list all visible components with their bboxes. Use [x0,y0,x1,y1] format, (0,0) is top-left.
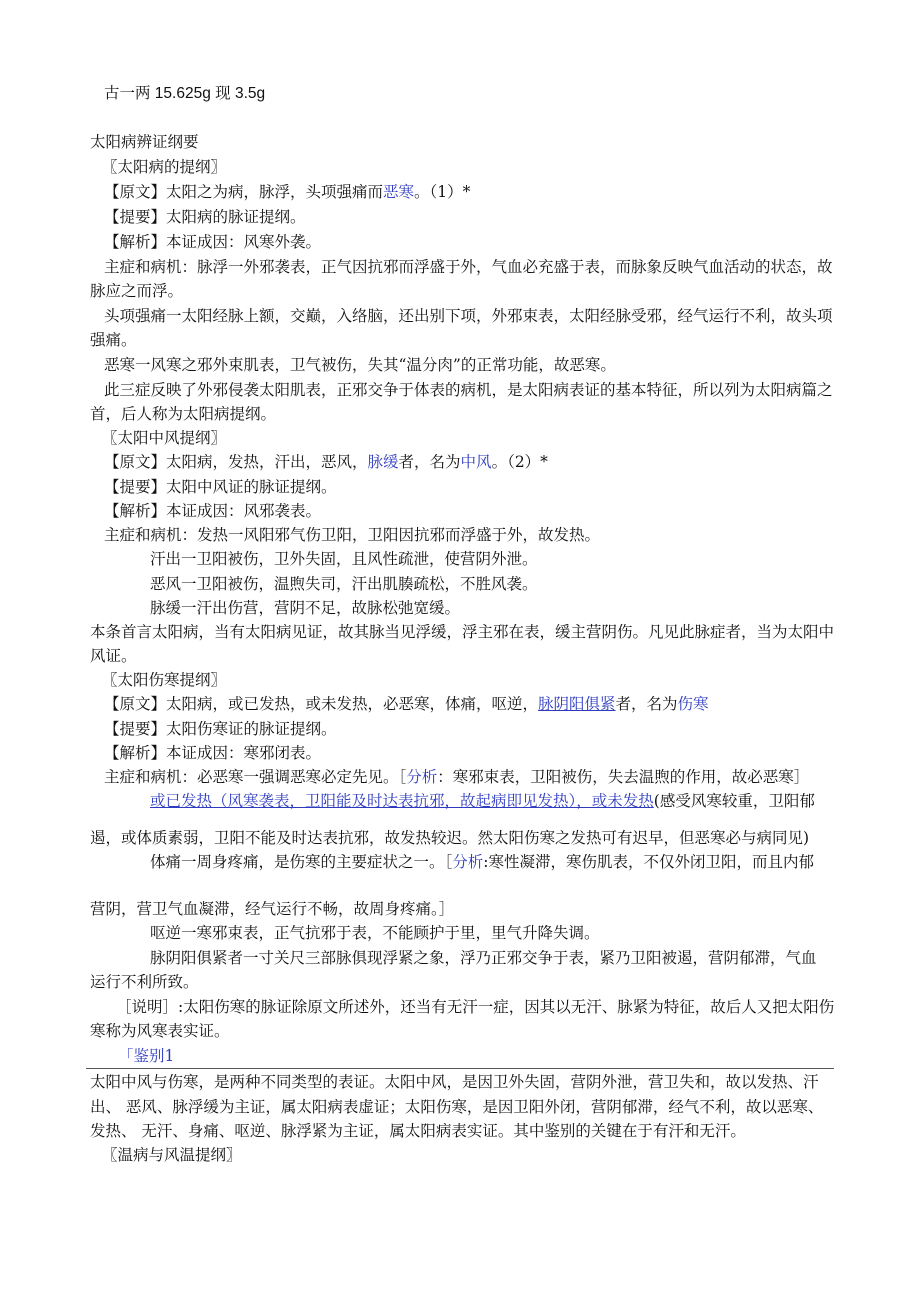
s1-zhuzheng-line1: 主症和病机：脉浮一外邪袭表，正气因抗邪而浮盛于外，气血必充盛于表，而脉象反映气血活动的状态，故 [104,258,833,276]
s3-jianbie-line3: 发热、 无汗、身痛、呕逆、脉浮紧为主证，属太阳病表实证。其中鉴别的关键在于有汗和无汗。 [90,1122,746,1140]
s2-link-maihuan[interactable]: 脉缓 [367,453,399,471]
s3-link-fenxi-1[interactable]: 分析 [406,768,438,786]
s1-zhuzheng-line2: 脉应之而浮。 [90,282,184,300]
s3-yuanwen [104,694,709,714]
unit-conversion-note: 古一两 15.625g 现 3.5g [104,85,266,102]
s3-link-shanghan[interactable]: 伤寒 [677,695,709,713]
s3-yuanwen-text-a: 【原文】太阳病，或已发热，或未发热，必恶寒，体痛，呕逆， [104,695,539,713]
s3-zhuzheng-text-c: ：寒邪束表，卫阳被伤，失去温煦的作用，故必恶寒］ [437,768,810,786]
s1-tiyao: 【提要】太阳病的脉证提纲。 [104,208,306,226]
s2-jiexi: 【解析】本证成因：风邪袭表。 [104,502,322,520]
taiyang-outline-header: 〖太阳病的提纲〗 [102,158,227,176]
s1-yuanwen [104,182,470,202]
s2-yuanwen-text-b: 者，名为 [398,453,461,471]
s2-comment-line1: 本条首言太阳病，当有太阳病见证，故其脉当见浮缓，浮主邪在表，缓主营阴伤。凡见此脉症者，当为太阳中 [90,623,835,641]
s3-fare-line1 [150,791,815,811]
s2-comment-line2: 风证。 [90,647,137,665]
zhongfeng-outline-header: 〖太阳中风提纲〗 [102,429,227,447]
s2-yuanwen-text-c: 。（2）* [491,453,548,471]
s1-yuanwen-text-b: 。（1）* [414,183,471,201]
s3-link-fare[interactable]: 或已发热（风寒袭表，卫阳能及时达表抗邪，故起病即见发热），或未发热 [150,792,654,810]
s3-jiexi: 【解析】本证成因：寒邪闭表。 [104,744,322,762]
s3-jianbie-line1: 太阳中风与伤寒，是两种不同类型的表证。太阳中风，是因卫外失固，营阴外泄，营卫失和，故以发热、汗 [90,1073,819,1091]
s3-zhuzheng [104,767,809,787]
s3-tiyao: 【提要】太阳伤寒证的脉证提纲。 [104,720,337,738]
s3-shuoming-line2: 寒称为风寒表实证。 [90,1022,230,1040]
s3-titong-text-c: :寒性凝滞，寒伤肌表，不仅外闭卫阳，而且内郁 [483,853,815,871]
s1-jiexi: 【解析】本证成因：风寒外袭。 [104,233,322,251]
s3-fare-line2: 遏，或体质素弱，卫阳不能及时达表抗邪，故发热较迟。然太阳伤寒之发热可有迟早，但恶寒必与病同见) [90,829,810,847]
s2-yuanwen-text-a: 【原文】太阳病，发热，汗出，恶风， [104,453,368,471]
s2-yuanwen [104,452,548,472]
s3-maijin-line2: 运行不利所致。 [90,973,199,991]
s2-maihuan: 脉缓一汗出伤营，营阴不足，故脉松弛宽缓。 [150,599,461,617]
section-title: 太阳病辨证纲要 [90,133,199,151]
s2-link-zhongfeng[interactable]: 中风 [460,453,492,471]
s1-touxiang-line1: 头项强痛一太阳经脉上额，交巅，入络脑，还出别下项，外邪束表，太阳经脉受邪，经气运行不利，故头项 [104,307,833,325]
s1-summary-line2: 首，后人称为太阳病提纲。 [90,405,277,423]
divider-line [86,1068,834,1069]
s1-ehan: 恶寒一风寒之邪外束肌表，卫气被伤，失其“温分肉”的正常功能，故恶寒。 [104,356,616,374]
s2-hanchu: 汗出一卫阳被伤，卫外失固，且风性疏泄，使营阴外泄。 [150,550,538,568]
wenbing-outline-header: 〖温病与风温提纲〗 [102,1146,242,1164]
s3-shuoming-line1: ［说明］:太阳伤寒的脉证除原文所述外，还当有无汗一症，因其以无汗、脉紧为特征，故后人又把太阳伤 [116,998,835,1016]
s3-link-maiyinyang[interactable]: 脉阴阳俱紧 [538,695,616,713]
s3-link-fenxi-2[interactable]: 分析 [452,853,484,871]
s1-summary-line1: 此三症反映了外邪侵袭太阳肌表，正邪交争于体表的病机，是太阳病表证的基本特征，所以列为太阳病篇之 [104,381,833,399]
s3-fare-text-b: (感受风寒较重，卫阳郁 [653,792,815,810]
s3-titong-line2: 营阴，营卫气血凝滞，经气运行不畅，故周身疼痛。］ [90,900,455,918]
s2-efeng: 恶风一卫阳被伤，温煦失司，汗出肌腠疏松，不胜风袭。 [150,575,538,593]
s2-zhuzheng: 主症和病机：发热一风阳邪气伤卫阳，卫阳因抗邪而浮盛于外，故发热。 [104,526,601,544]
s3-maijin-line1: 脉阴阳俱紧者一寸关尺三部脉俱现浮紧之象，浮乃正邪交争于表，紧乃卫阳被遏，营阴郁滞，气血 [150,949,817,967]
shanghan-outline-header: 〖太阳伤寒提纲〗 [102,671,227,689]
s3-jianbie-line2: 出、 恶风、脉浮缓为主证，属太阳病表虚证；太阳伤寒，是因卫阳外闭，营阴郁滞，经气不利，故以恶寒、 [90,1098,824,1116]
s3-titong-text-a: 体痛一周身疼痛，是伤寒的主要症状之一。［ [150,853,453,871]
s3-jianbie-header: 「鉴别1 [118,1047,175,1065]
s1-touxiang-line2: 强痛。 [90,331,137,349]
s1-link-ehan[interactable]: 恶寒 [383,183,415,201]
s3-ouni: 呕逆一寒邪束表，正气抗邪于表，不能顾护于里，里气升降失调。 [150,924,600,942]
s2-tiyao: 【提要】太阳中风证的脉证提纲。 [104,478,337,496]
s1-yuanwen-text-a: 【原文】太阳之为病，脉浮，头项强痛而 [104,183,384,201]
s3-zhuzheng-text-a: 主症和病机：必恶寒一强调恶寒必定先见。［ [104,768,407,786]
s3-yuanwen-text-b: 者，名为 [615,695,678,713]
s3-titong-line1 [150,852,814,872]
